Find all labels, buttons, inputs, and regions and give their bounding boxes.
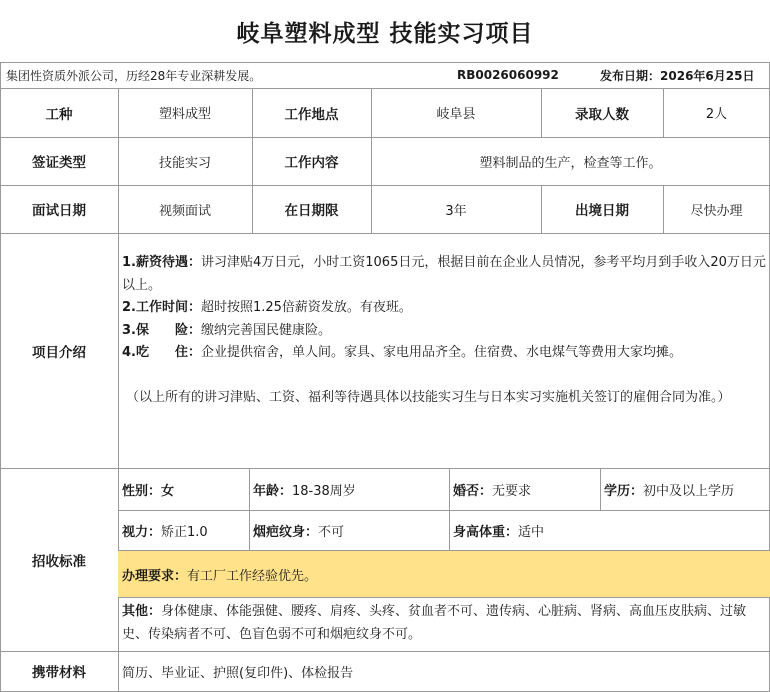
salary-line (122, 252, 767, 297)
materials-value: 简历、毕业证、护照(复印件)、体检报告 (122, 665, 354, 681)
work-time-text: 超时按照1.25倍薪资发放。有夜班。 (200, 300, 412, 315)
work-location-value: 岐阜县 (436, 107, 476, 122)
visa-type-label: 签证类型 (32, 155, 86, 171)
other-value: 身体健康、体能强健、腰疼、肩疼、头疼、贫血者不可、遗传病、心脏病、肾病、高血压皮肤病、过敏史、传染病者不可、色盲色弱不可和烟疤纹身不可。 (122, 604, 747, 642)
insurance-text: 缴纳完善国民健康险。 (200, 322, 331, 338)
project-intro-content (122, 252, 767, 409)
tattoo-cell (249, 510, 449, 550)
departure-date-label: 出境日期 (575, 203, 629, 219)
title-bold: 项目 (485, 20, 534, 47)
salary-text: 讲习津贴4万日元，小时工资1065日元，根据目前在企业人员情况，参考平均月到手收入20万日元以上。 (122, 255, 766, 293)
gender-cell (118, 468, 249, 510)
job-type-label: 工种 (45, 106, 73, 123)
work-location-label: 工作地点 (284, 106, 339, 123)
company-description (6, 64, 426, 86)
insurance-label: 3.保 险： (122, 322, 201, 338)
work-content-label: 工作内容 (284, 155, 339, 171)
requirement-label: 办理要求： (122, 568, 188, 584)
visa-type-value: 技能实习 (158, 155, 211, 171)
stay-period-label: 在日期限 (284, 203, 339, 219)
housing-line (122, 342, 767, 365)
headcount-value: 2人 (705, 107, 728, 122)
work-content-value: 塑料制品的生产，检查等工作。 (479, 155, 662, 171)
gender-label: 性别： (122, 483, 162, 499)
interview-date-value: 视频面试 (158, 203, 211, 219)
project-code (457, 64, 577, 86)
salary-label: 1.薪资待遇： (122, 255, 201, 270)
housing-text: 企业提供宿舍，单人间。家具、家电用品齐全。住宿费、水电煤气等费用大家均摊。 (200, 345, 682, 360)
age-cell (249, 468, 449, 510)
criteria-label: 招收标准 (32, 553, 86, 570)
work-time-label: 2.工作时间： (122, 300, 201, 315)
other-label: 其他： (122, 604, 162, 619)
body-value: 适中 (518, 524, 545, 540)
marital-cell (449, 468, 600, 510)
requirement-cell (118, 551, 770, 597)
education-label: 学历： (604, 483, 644, 499)
job-type-value: 塑料成型 (158, 107, 211, 122)
interview-date-label: 面试日期 (32, 203, 86, 219)
publish-date-value: 2026年6月25日 (660, 68, 755, 83)
housing-label: 4.吃 住： (122, 345, 201, 360)
other-requirements (122, 600, 767, 646)
education-value: 初中及以上学历 (643, 483, 735, 499)
title-main: 岐阜塑料成型 技能实习 (236, 20, 486, 47)
stay-period-value: 3年 (445, 203, 467, 219)
marital-value: 无要求 (492, 483, 532, 499)
departure-date-value: 尽快办理 (690, 203, 743, 219)
publish-date-label: 发布日期： (600, 68, 661, 83)
project-intro-label: 项目介绍 (32, 344, 86, 361)
education-cell (600, 468, 770, 510)
publish-date (600, 64, 770, 86)
insurance-line (122, 320, 767, 343)
tattoo-value: 不可 (318, 524, 345, 540)
work-time-line (122, 297, 767, 320)
vision-value: 矫正1.0 (161, 524, 208, 540)
project-code-text: RB0026060992 (457, 68, 559, 82)
requirement-value: 有工厂工作经验优先。 (187, 568, 318, 584)
headcount-label: 录取人数 (575, 106, 629, 123)
age-label: 年龄： (253, 483, 293, 499)
body-label: 身高体重： (453, 524, 519, 540)
age-value: 18-38周岁 (292, 483, 356, 499)
vision-label: 视力： (122, 524, 162, 540)
marital-label: 婚否： (453, 483, 493, 499)
page-title (0, 0, 770, 62)
intro-note: （以上所有的讲习津贴、工资、福利等待遇具体以技能实习生与日本实习实施机关签订的雇佣合同为准。） (126, 389, 731, 405)
materials-label: 携带材料 (32, 665, 86, 681)
gender-value: 女 (161, 483, 175, 499)
body-cell (449, 510, 770, 550)
company-text: 集团性资质外派公司，历经28年专业深耕发展。 (6, 68, 262, 83)
tattoo-label: 烟疤纹身： (253, 524, 319, 540)
vision-cell (118, 510, 249, 550)
